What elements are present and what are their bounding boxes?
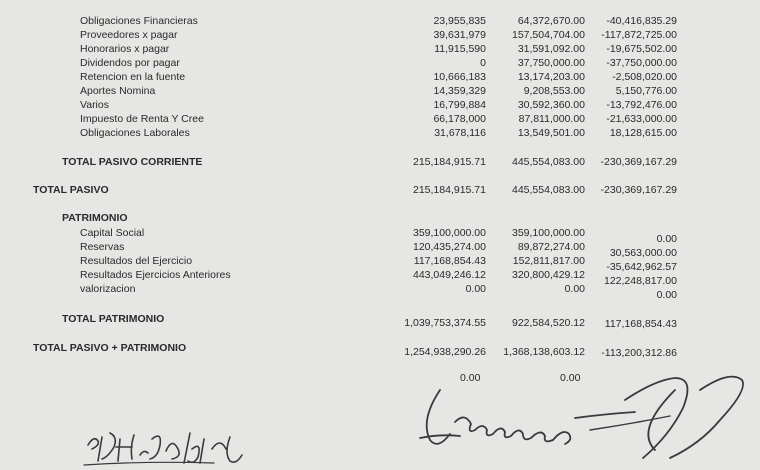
row-value-3: -13,792,476.00 bbox=[606, 99, 677, 111]
total-value-1: 215,184,915.71 bbox=[413, 184, 486, 196]
total-label: TOTAL PASIVO bbox=[33, 184, 109, 196]
row-value-3: -35,642,962.57 bbox=[606, 261, 677, 273]
total-value-3: 117,168,854.43 bbox=[604, 318, 677, 330]
row-value-1: 443,049,246.12 bbox=[413, 269, 486, 281]
total-value-3: -230,369,167.29 bbox=[600, 184, 677, 196]
row-value-2: 13,549,501.00 bbox=[517, 127, 585, 139]
table-row bbox=[0, 42, 760, 56]
total-patrimonio-row bbox=[0, 312, 760, 330]
row-value-1: 14,359,329 bbox=[433, 85, 486, 97]
table-row bbox=[0, 98, 760, 112]
row-value-2: 157,504,704.00 bbox=[512, 29, 585, 41]
row-value-3: 18,128,615.00 bbox=[609, 127, 677, 139]
row-label: Obligaciones Laborales bbox=[80, 127, 190, 139]
footer-value-1: 0.00 bbox=[460, 372, 481, 384]
row-value-3: -21,633,000.00 bbox=[606, 113, 677, 125]
table-row bbox=[0, 126, 760, 140]
table-row bbox=[0, 70, 760, 84]
row-label: Capital Social bbox=[80, 227, 145, 239]
row-value-1: 11,915,590 bbox=[434, 43, 486, 55]
signature-right-icon bbox=[400, 360, 750, 470]
row-value-3: -19,675,502.00 bbox=[606, 43, 677, 55]
row-label: Obligaciones Financieras bbox=[80, 15, 198, 27]
total-value-1: 1,039,753,374.55 bbox=[404, 317, 486, 329]
row-value-1: 66,178,000 bbox=[433, 113, 486, 125]
total-value-2: 1,368,138,603.12 bbox=[503, 346, 585, 358]
row-label: Reservas bbox=[80, 241, 125, 253]
row-value-3: -37,750,000.00 bbox=[606, 57, 677, 69]
row-label: Resultados Ejercicios Anteriores bbox=[80, 269, 231, 281]
signature-left-icon bbox=[80, 425, 300, 470]
row-value-1: 117,168,854.43 bbox=[413, 255, 486, 267]
row-value-1: 39,631,979 bbox=[433, 29, 486, 41]
row-value-3: -2,508,020.00 bbox=[612, 71, 677, 83]
row-value-1: 23,955,835 bbox=[433, 15, 486, 27]
row-value-2: 89,872,274.00 bbox=[517, 241, 585, 253]
row-value-1: 31,678,116 bbox=[434, 127, 486, 139]
row-value-2: 9,208,553.00 bbox=[523, 85, 585, 97]
row-label: Honorarios x pagar bbox=[80, 43, 170, 55]
row-value-2: 87,811,000.00 bbox=[518, 113, 585, 125]
row-value-3: 5,150,776.00 bbox=[615, 85, 677, 97]
row-value-1: 359,100,000.00 bbox=[413, 227, 486, 239]
row-label: Proveedores x pagar bbox=[80, 29, 178, 41]
total-label: TOTAL PATRIMONIO bbox=[62, 313, 165, 325]
row-value-3: -117,872,725.00 bbox=[601, 29, 677, 41]
total-value-1: 215,184,915.71 bbox=[413, 156, 486, 168]
row-value-2: 320,800,429.12 bbox=[512, 269, 585, 281]
table-row bbox=[0, 112, 760, 126]
table-row bbox=[0, 56, 760, 70]
row-value-3: -40,416,835.29 bbox=[606, 15, 677, 27]
table-row bbox=[0, 226, 760, 245]
footer-value-2: 0.00 bbox=[560, 372, 581, 384]
table-row bbox=[0, 268, 760, 287]
table-row bbox=[0, 14, 760, 28]
row-value-1: 120,435,274.00 bbox=[413, 241, 486, 253]
total-pasivo-patrimonio-row bbox=[0, 341, 760, 359]
row-label: Aportes Nomina bbox=[80, 85, 156, 97]
total-pasivo-row bbox=[0, 183, 760, 197]
total-value-2: 922,584,520.12 bbox=[512, 317, 585, 329]
total-value-2: 445,554,083.00 bbox=[512, 184, 585, 196]
row-value-2: 31,591,092.00 bbox=[517, 43, 585, 55]
total-value-3: -230,369,167.29 bbox=[600, 156, 677, 168]
row-label: valorizacion bbox=[80, 283, 136, 295]
row-label: Impuesto de Renta Y Cree bbox=[80, 113, 204, 125]
row-label: Dividendos por pagar bbox=[80, 57, 180, 69]
row-value-3: 0.00 bbox=[656, 233, 677, 245]
row-value-2: 359,100,000.00 bbox=[512, 227, 585, 239]
row-value-2: 13,174,203.00 bbox=[517, 71, 585, 83]
table-row bbox=[0, 282, 760, 301]
total-label: TOTAL PASIVO + PATRIMONIO bbox=[33, 342, 187, 354]
total-pasivo-corriente-row bbox=[0, 155, 760, 169]
patrimonio-heading-row bbox=[0, 211, 760, 225]
row-value-3: 122,248,817.00 bbox=[604, 275, 677, 287]
row-value-3: 0.00 bbox=[656, 289, 677, 301]
row-value-1: 10,666,183 bbox=[433, 71, 486, 83]
table-row bbox=[0, 84, 760, 98]
row-label: Varios bbox=[80, 99, 109, 111]
row-value-2: 30,592,360.00 bbox=[517, 99, 585, 111]
table-row bbox=[0, 254, 760, 273]
row-label: Resultados del Ejercicio bbox=[80, 255, 193, 267]
total-value-3: -113,200,312.86 bbox=[601, 347, 677, 359]
row-value-2: 0.00 bbox=[564, 283, 585, 295]
row-value-1: 16,799,884 bbox=[433, 99, 486, 111]
table-row bbox=[0, 240, 760, 259]
section-heading: PATRIMONIO bbox=[62, 212, 128, 224]
row-value-2: 37,750,000.00 bbox=[517, 57, 585, 69]
row-value-1: 0 bbox=[480, 57, 486, 69]
row-value-1: 0.00 bbox=[465, 283, 486, 295]
total-value-2: 445,554,083.00 bbox=[512, 156, 585, 168]
row-value-2: 64,372,670.00 bbox=[517, 15, 585, 27]
row-value-2: 152,811,817.00 bbox=[512, 255, 585, 267]
total-value-1: 1,254,938,290.26 bbox=[404, 346, 486, 358]
total-label: TOTAL PASIVO CORRIENTE bbox=[62, 156, 203, 168]
table-row bbox=[0, 28, 760, 42]
row-label: Retencion en la fuente bbox=[80, 71, 186, 83]
row-value-3: 30,563,000.00 bbox=[609, 247, 677, 259]
